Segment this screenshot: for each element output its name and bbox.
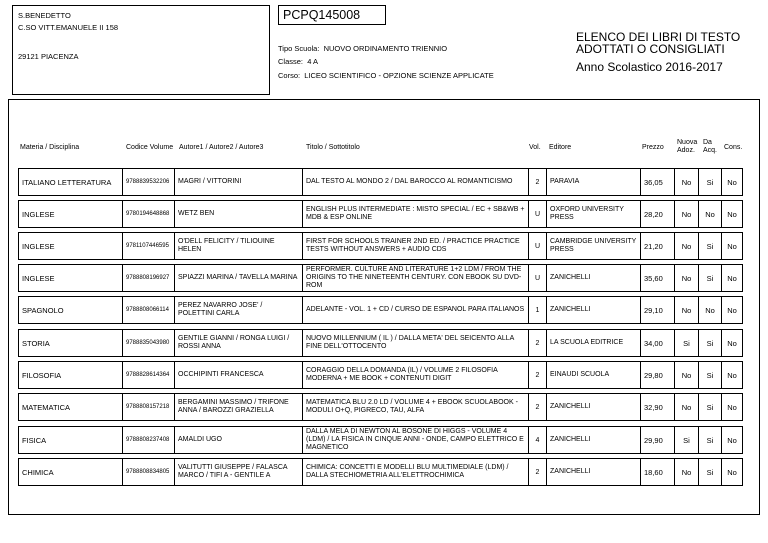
cell-vol-text: 2 bbox=[535, 371, 540, 379]
cell-titolo-text: CORAGGIO DELLA DOMANDA (IL) / VOLUME 2 FILOSOFIA MODERNA + ME BOOK + CONTENUTI DIGIT bbox=[306, 367, 498, 382]
school-name: S.BENEDETTO bbox=[18, 11, 71, 20]
cell-prezzo-text: 35,60 bbox=[644, 273, 663, 283]
cell-materia bbox=[18, 200, 123, 228]
cell-editore bbox=[546, 296, 641, 324]
cell-vol-text: U bbox=[534, 210, 541, 218]
header-da-acq bbox=[703, 139, 717, 155]
cell-cons bbox=[721, 168, 743, 196]
corso-label: Corso: bbox=[278, 71, 301, 80]
cell-prezzo bbox=[640, 329, 675, 357]
cell-materia bbox=[18, 361, 123, 389]
cell-codice-text: 9780194648868 bbox=[126, 211, 170, 217]
cell-nuova-text: Si bbox=[683, 435, 690, 445]
cell-titolo bbox=[302, 426, 529, 454]
cell-autori-text: VALITUTTI GIUSEPPE / FALASCA MARCO / TIFI A - GENTILE A bbox=[178, 464, 288, 479]
cell-editore bbox=[546, 393, 641, 421]
cell-nuova bbox=[674, 393, 699, 421]
tipo-scuola bbox=[278, 44, 447, 53]
cell-cons bbox=[721, 232, 743, 260]
cell-codice-text: 9788839532206 bbox=[126, 179, 170, 185]
table-row bbox=[18, 426, 742, 454]
cell-materia bbox=[18, 458, 123, 486]
cell-materia-text: STORIA bbox=[22, 338, 50, 348]
cell-materia-text: ITALIANO LETTERATURA bbox=[22, 177, 112, 187]
cell-da-text: Si bbox=[706, 241, 714, 251]
cell-da-text: Si bbox=[706, 370, 714, 380]
cell-codice bbox=[122, 232, 175, 260]
cell-titolo bbox=[302, 296, 529, 324]
cell-editore bbox=[546, 264, 641, 292]
cell-editore-text: ZANICHELLI bbox=[550, 306, 591, 313]
cell-editore-text: ZANICHELLI bbox=[550, 468, 591, 475]
cell-nuova bbox=[674, 361, 699, 389]
cell-cons bbox=[721, 296, 743, 324]
cell-vol bbox=[528, 393, 547, 421]
cell-titolo-text: MATEMATICA BLU 2.0 LD / VOLUME 4 + EBOOK SCUOLABOOK - MODULI O+Q, PIGRECO, TAU, ALFA bbox=[306, 399, 518, 414]
cell-codice bbox=[122, 393, 175, 421]
cell-nuova-text: No bbox=[681, 402, 692, 412]
document-title-line1: ELENCO DEI LIBRI DI TESTO bbox=[576, 30, 741, 44]
cell-vol bbox=[528, 168, 547, 196]
cell-autori bbox=[174, 232, 303, 260]
tipo-scuola-value: NUOVO ORDINAMENTO TRIENNIO bbox=[323, 44, 448, 53]
cell-titolo-text: NUOVO MILLENNIUM ( IL ) / DALLA META' DEL SEICENTO ALLA FINE DELL'OTTOCENTO bbox=[306, 335, 514, 350]
cell-vol-text: U bbox=[534, 242, 541, 250]
cell-vol-text: 2 bbox=[535, 339, 540, 347]
cell-autori-text: O'DELL FELICITY / TILIOUINE HELEN bbox=[178, 238, 275, 253]
classe-value: 4 A bbox=[307, 57, 319, 66]
cell-nuova bbox=[674, 426, 699, 454]
cell-cons-text: No bbox=[727, 467, 737, 477]
cell-prezzo bbox=[640, 200, 675, 228]
cell-prezzo-text: 18,60 bbox=[644, 467, 663, 477]
cell-prezzo bbox=[640, 264, 675, 292]
cell-da-text: No bbox=[705, 305, 715, 315]
cell-cons bbox=[721, 200, 743, 228]
cell-materia bbox=[18, 296, 123, 324]
cell-prezzo-text: 36,05 bbox=[644, 177, 663, 187]
cell-codice bbox=[122, 426, 175, 454]
cell-codice bbox=[122, 458, 175, 486]
cell-da bbox=[698, 329, 722, 357]
cell-titolo-text: DALLA MELA DI NEWTON AL BOSONE DI HIGGS - VOLUME 4 (LDM) / LA FISICA IN CINQUE ANNI - ONDE, CAMPO ELETTRICO E MAGNETICO bbox=[306, 428, 524, 451]
cell-autori bbox=[174, 361, 303, 389]
cell-titolo bbox=[302, 232, 529, 260]
cell-prezzo bbox=[640, 458, 675, 486]
cell-autori-text: GENTILE GIANNI / RONGA LUIGI / ROSSI ANNA bbox=[178, 335, 290, 350]
cell-editore-text: OXFORD UNIVERSITY PRESS bbox=[550, 206, 624, 221]
cell-titolo bbox=[302, 458, 529, 486]
cell-nuova-text: No bbox=[681, 209, 692, 219]
cell-editore bbox=[546, 426, 641, 454]
cell-nuova bbox=[674, 232, 699, 260]
cell-nuova-text: Si bbox=[683, 338, 690, 348]
cell-nuova bbox=[674, 296, 699, 324]
cell-materia bbox=[18, 329, 123, 357]
cell-vol bbox=[528, 361, 547, 389]
corso-value: LICEO SCIENTIFICO - OPZIONE SCIENZE APPLICATE bbox=[304, 71, 494, 80]
cell-codice bbox=[122, 264, 175, 292]
cell-da-text: No bbox=[705, 209, 715, 219]
classe bbox=[278, 57, 318, 66]
cell-titolo-text: FIRST FOR SCHOOLS TRAINER 2ND ED. / PRACTICE PRACTICE TESTS WITHOUT ANSWERS + AUDIO CDS bbox=[306, 238, 520, 253]
cell-materia-text: SPAGNOLO bbox=[22, 305, 64, 315]
cell-nuova bbox=[674, 200, 699, 228]
cell-cons bbox=[721, 458, 743, 486]
cell-cons-text: No bbox=[727, 305, 737, 315]
table-row bbox=[18, 168, 742, 196]
cell-editore-text: PARAVIA bbox=[550, 178, 580, 185]
table-row bbox=[18, 296, 742, 324]
cell-da bbox=[698, 200, 722, 228]
table-row bbox=[18, 200, 742, 228]
cell-da bbox=[698, 296, 722, 324]
cell-autori bbox=[174, 200, 303, 228]
cell-nuova-text: No bbox=[681, 177, 692, 187]
cell-da bbox=[698, 264, 722, 292]
cell-editore bbox=[546, 232, 641, 260]
table-row bbox=[18, 329, 742, 357]
cell-da bbox=[698, 232, 722, 260]
cell-codice-text: 9788808237408 bbox=[126, 437, 170, 443]
cell-da-text: Si bbox=[706, 402, 714, 412]
cell-editore bbox=[546, 361, 641, 389]
cell-materia bbox=[18, 393, 123, 421]
cell-da-text: Si bbox=[706, 467, 714, 477]
cell-nuova-text: No bbox=[681, 370, 692, 380]
cell-materia bbox=[18, 232, 123, 260]
cell-nuova bbox=[674, 168, 699, 196]
cell-nuova-text: No bbox=[681, 467, 692, 477]
cell-prezzo bbox=[640, 296, 675, 324]
cell-da bbox=[698, 426, 722, 454]
school-year: Anno Scolastico 2016-2017 bbox=[576, 60, 723, 74]
cell-autori bbox=[174, 426, 303, 454]
cell-editore bbox=[546, 168, 641, 196]
cell-vol-text: 2 bbox=[535, 468, 540, 476]
cell-codice bbox=[122, 200, 175, 228]
cell-editore-text: EINAUDI SCUOLA bbox=[550, 371, 610, 378]
cell-cons bbox=[721, 393, 743, 421]
cell-prezzo-text: 28,20 bbox=[644, 209, 663, 219]
cell-titolo-text: ADELANTE - VOL. 1 + CD / CURSO DE ESPANOL PARA ITALIANOS bbox=[306, 306, 525, 313]
cell-prezzo bbox=[640, 426, 675, 454]
cell-editore bbox=[546, 458, 641, 486]
header-nuova-adoz bbox=[677, 139, 697, 155]
cell-prezzo-text: 29,10 bbox=[644, 305, 663, 315]
cell-materia bbox=[18, 168, 123, 196]
header-cons: Cons. bbox=[724, 144, 743, 151]
header-adoz: Adoz. bbox=[677, 147, 695, 154]
cell-titolo bbox=[302, 168, 529, 196]
cell-autori bbox=[174, 458, 303, 486]
cell-nuova bbox=[674, 264, 699, 292]
cell-codice-text: 9788828614364 bbox=[126, 372, 170, 378]
cell-autori-text: PEREZ NAVARRO JOSE' / POLETTINI CARLA bbox=[178, 302, 263, 317]
cell-materia-text: FILOSOFIA bbox=[22, 370, 62, 380]
cell-cons-text: No bbox=[727, 338, 737, 348]
cell-codice-text: 9788835043980 bbox=[126, 340, 170, 346]
cell-vol-text: 1 bbox=[535, 306, 540, 314]
cell-prezzo-text: 32,90 bbox=[644, 402, 663, 412]
cell-prezzo bbox=[640, 232, 675, 260]
header-autori: Autore1 / Autore2 / Autore3 bbox=[179, 144, 264, 151]
cell-prezzo-text: 21,20 bbox=[644, 241, 663, 251]
cell-codice-text: 9788808834805 bbox=[126, 469, 170, 475]
cell-prezzo-text: 29,80 bbox=[644, 370, 663, 380]
cell-cons-text: No bbox=[727, 241, 737, 251]
cell-autori-text: AMALDI UGO bbox=[178, 436, 222, 443]
cell-autori bbox=[174, 296, 303, 324]
cell-materia bbox=[18, 426, 123, 454]
cell-editore bbox=[546, 200, 641, 228]
cell-codice bbox=[122, 361, 175, 389]
cell-vol-text: 2 bbox=[535, 178, 540, 186]
cell-editore-text: ZANICHELLI bbox=[550, 403, 591, 410]
cell-da-text: Si bbox=[706, 338, 714, 348]
cell-vol bbox=[528, 296, 547, 324]
cell-cons bbox=[721, 264, 743, 292]
cell-cons-text: No bbox=[727, 209, 737, 219]
header-da: Da bbox=[703, 139, 712, 146]
cell-cons-text: No bbox=[727, 273, 737, 283]
cell-da-text: Si bbox=[706, 273, 714, 283]
cell-materia-text: INGLESE bbox=[22, 209, 55, 219]
cell-autori bbox=[174, 329, 303, 357]
table-row bbox=[18, 458, 742, 486]
cell-cons bbox=[721, 329, 743, 357]
classe-label: Classe: bbox=[278, 57, 304, 66]
header-vol: Vol. bbox=[529, 144, 541, 151]
tipo-scuola-label: Tipo Scuola: bbox=[278, 44, 320, 53]
cell-da bbox=[698, 458, 722, 486]
cell-codice-text: 9788808196927 bbox=[126, 275, 170, 281]
cell-prezzo bbox=[640, 168, 675, 196]
cell-materia-text: FISICA bbox=[22, 435, 47, 445]
cell-vol bbox=[528, 232, 547, 260]
cell-cons-text: No bbox=[727, 177, 737, 187]
header-codice: Codice Volume bbox=[126, 144, 174, 151]
document-title-line2: ADOTTATI O CONSIGLIATI bbox=[576, 42, 725, 56]
cell-cons-text: No bbox=[727, 402, 737, 412]
header-prezzo: Prezzo bbox=[642, 144, 664, 151]
header-titolo: Titolo / Sottotitolo bbox=[306, 144, 360, 151]
cell-prezzo-text: 34,00 bbox=[644, 338, 663, 348]
cell-editore-text: ZANICHELLI bbox=[550, 274, 591, 281]
cell-nuova bbox=[674, 458, 699, 486]
cell-vol-text: 4 bbox=[535, 436, 540, 444]
cell-materia-text: INGLESE bbox=[22, 241, 55, 251]
cell-da-text: Si bbox=[706, 435, 714, 445]
cell-titolo-text: ENGLISH PLUS INTERMEDIATE : MISTO SPECIAL / EC + SB&WB + MDB & ESP ONLINE bbox=[306, 206, 525, 221]
cell-materia bbox=[18, 264, 123, 292]
school-city: 29121 PIACENZA bbox=[18, 52, 79, 61]
cell-prezzo-text: 29,90 bbox=[644, 435, 663, 445]
cell-titolo bbox=[302, 361, 529, 389]
cell-da bbox=[698, 168, 722, 196]
cell-vol-text: 2 bbox=[535, 403, 540, 411]
cell-vol bbox=[528, 426, 547, 454]
cell-autori-text: SPIAZZI MARINA / TAVELLA MARINA bbox=[178, 274, 298, 281]
cell-prezzo bbox=[640, 361, 675, 389]
cell-codice bbox=[122, 296, 175, 324]
header-nuova: Nuova bbox=[677, 139, 698, 146]
cell-titolo bbox=[302, 393, 529, 421]
table-row bbox=[18, 361, 742, 389]
corso bbox=[278, 71, 494, 80]
header-editore: Editore bbox=[549, 144, 572, 151]
cell-codice bbox=[122, 329, 175, 357]
table-row bbox=[18, 393, 742, 421]
cell-codice-text: 9781107446595 bbox=[126, 243, 169, 249]
cell-editore-text: CAMBRIDGE UNIVERSITY PRESS bbox=[550, 238, 637, 253]
cell-titolo-text: DAL TESTO AL MONDO 2 / DAL BAROCCO AL ROMANTICISMO bbox=[306, 178, 513, 185]
cell-prezzo bbox=[640, 393, 675, 421]
cell-cons bbox=[721, 361, 743, 389]
cell-cons-text: No bbox=[727, 435, 737, 445]
cell-vol bbox=[528, 264, 547, 292]
cell-materia-text: MATEMATICA bbox=[22, 402, 71, 412]
cell-titolo bbox=[302, 329, 529, 357]
cell-da bbox=[698, 361, 722, 389]
cell-autori bbox=[174, 393, 303, 421]
header-materia: Materia / Disciplina bbox=[20, 144, 80, 151]
cell-autori bbox=[174, 168, 303, 196]
cell-nuova-text: No bbox=[681, 305, 692, 315]
cell-autori-text: BERGAMINI MASSIMO / TRIFONE ANNA / BAROZZI GRAZIELLA bbox=[178, 399, 289, 414]
cell-titolo-text: CHIMICA: CONCETTI E MODELLI BLU MULTIMEDIALE (LDM) / DALLA STECHIOMETRIA ALL'ELETTROCHIMICA bbox=[306, 464, 509, 479]
school-address: C.SO VITT.EMANUELE II 158 bbox=[18, 23, 119, 32]
cell-cons-text: No bbox=[727, 370, 737, 380]
header-acq: Acq. bbox=[703, 147, 718, 154]
cell-materia-text: CHIMICA bbox=[22, 467, 54, 477]
cell-vol bbox=[528, 458, 547, 486]
table-row bbox=[18, 264, 742, 292]
cell-cons bbox=[721, 426, 743, 454]
cell-titolo bbox=[302, 200, 529, 228]
school-code: PCPQ145008 bbox=[278, 5, 386, 25]
cell-editore-text: LA SCUOLA EDITRICE bbox=[550, 339, 624, 346]
cell-codice bbox=[122, 168, 175, 196]
table-row bbox=[18, 232, 742, 260]
cell-autori-text: MAGRI / VITTORINI bbox=[178, 178, 242, 185]
cell-da-text: Si bbox=[706, 177, 714, 187]
cell-vol bbox=[528, 329, 547, 357]
cell-autori-text: OCCHIPINTI FRANCESCA bbox=[178, 371, 264, 378]
cell-editore-text: ZANICHELLI bbox=[550, 436, 591, 443]
cell-editore bbox=[546, 329, 641, 357]
cell-vol bbox=[528, 200, 547, 228]
cell-autori-text: WETZ BEN bbox=[178, 210, 215, 217]
cell-vol-text: U bbox=[534, 274, 541, 282]
cell-nuova bbox=[674, 329, 699, 357]
cell-codice-text: 9788808066114 bbox=[126, 307, 169, 313]
cell-da bbox=[698, 393, 722, 421]
cell-titolo-text: PERFORMER. CULTURE AND LITERATURE 1+2 LDM / FROM THE ORIGINS TO THE NINETEENTH CENTURY. CON EBOOK SU DVD-ROM bbox=[306, 266, 522, 289]
cell-codice-text: 9788808157218 bbox=[126, 404, 170, 410]
cell-autori bbox=[174, 264, 303, 292]
cell-nuova-text: No bbox=[681, 241, 692, 251]
cell-materia-text: INGLESE bbox=[22, 273, 55, 283]
cell-titolo bbox=[302, 264, 529, 292]
cell-nuova-text: No bbox=[681, 273, 692, 283]
